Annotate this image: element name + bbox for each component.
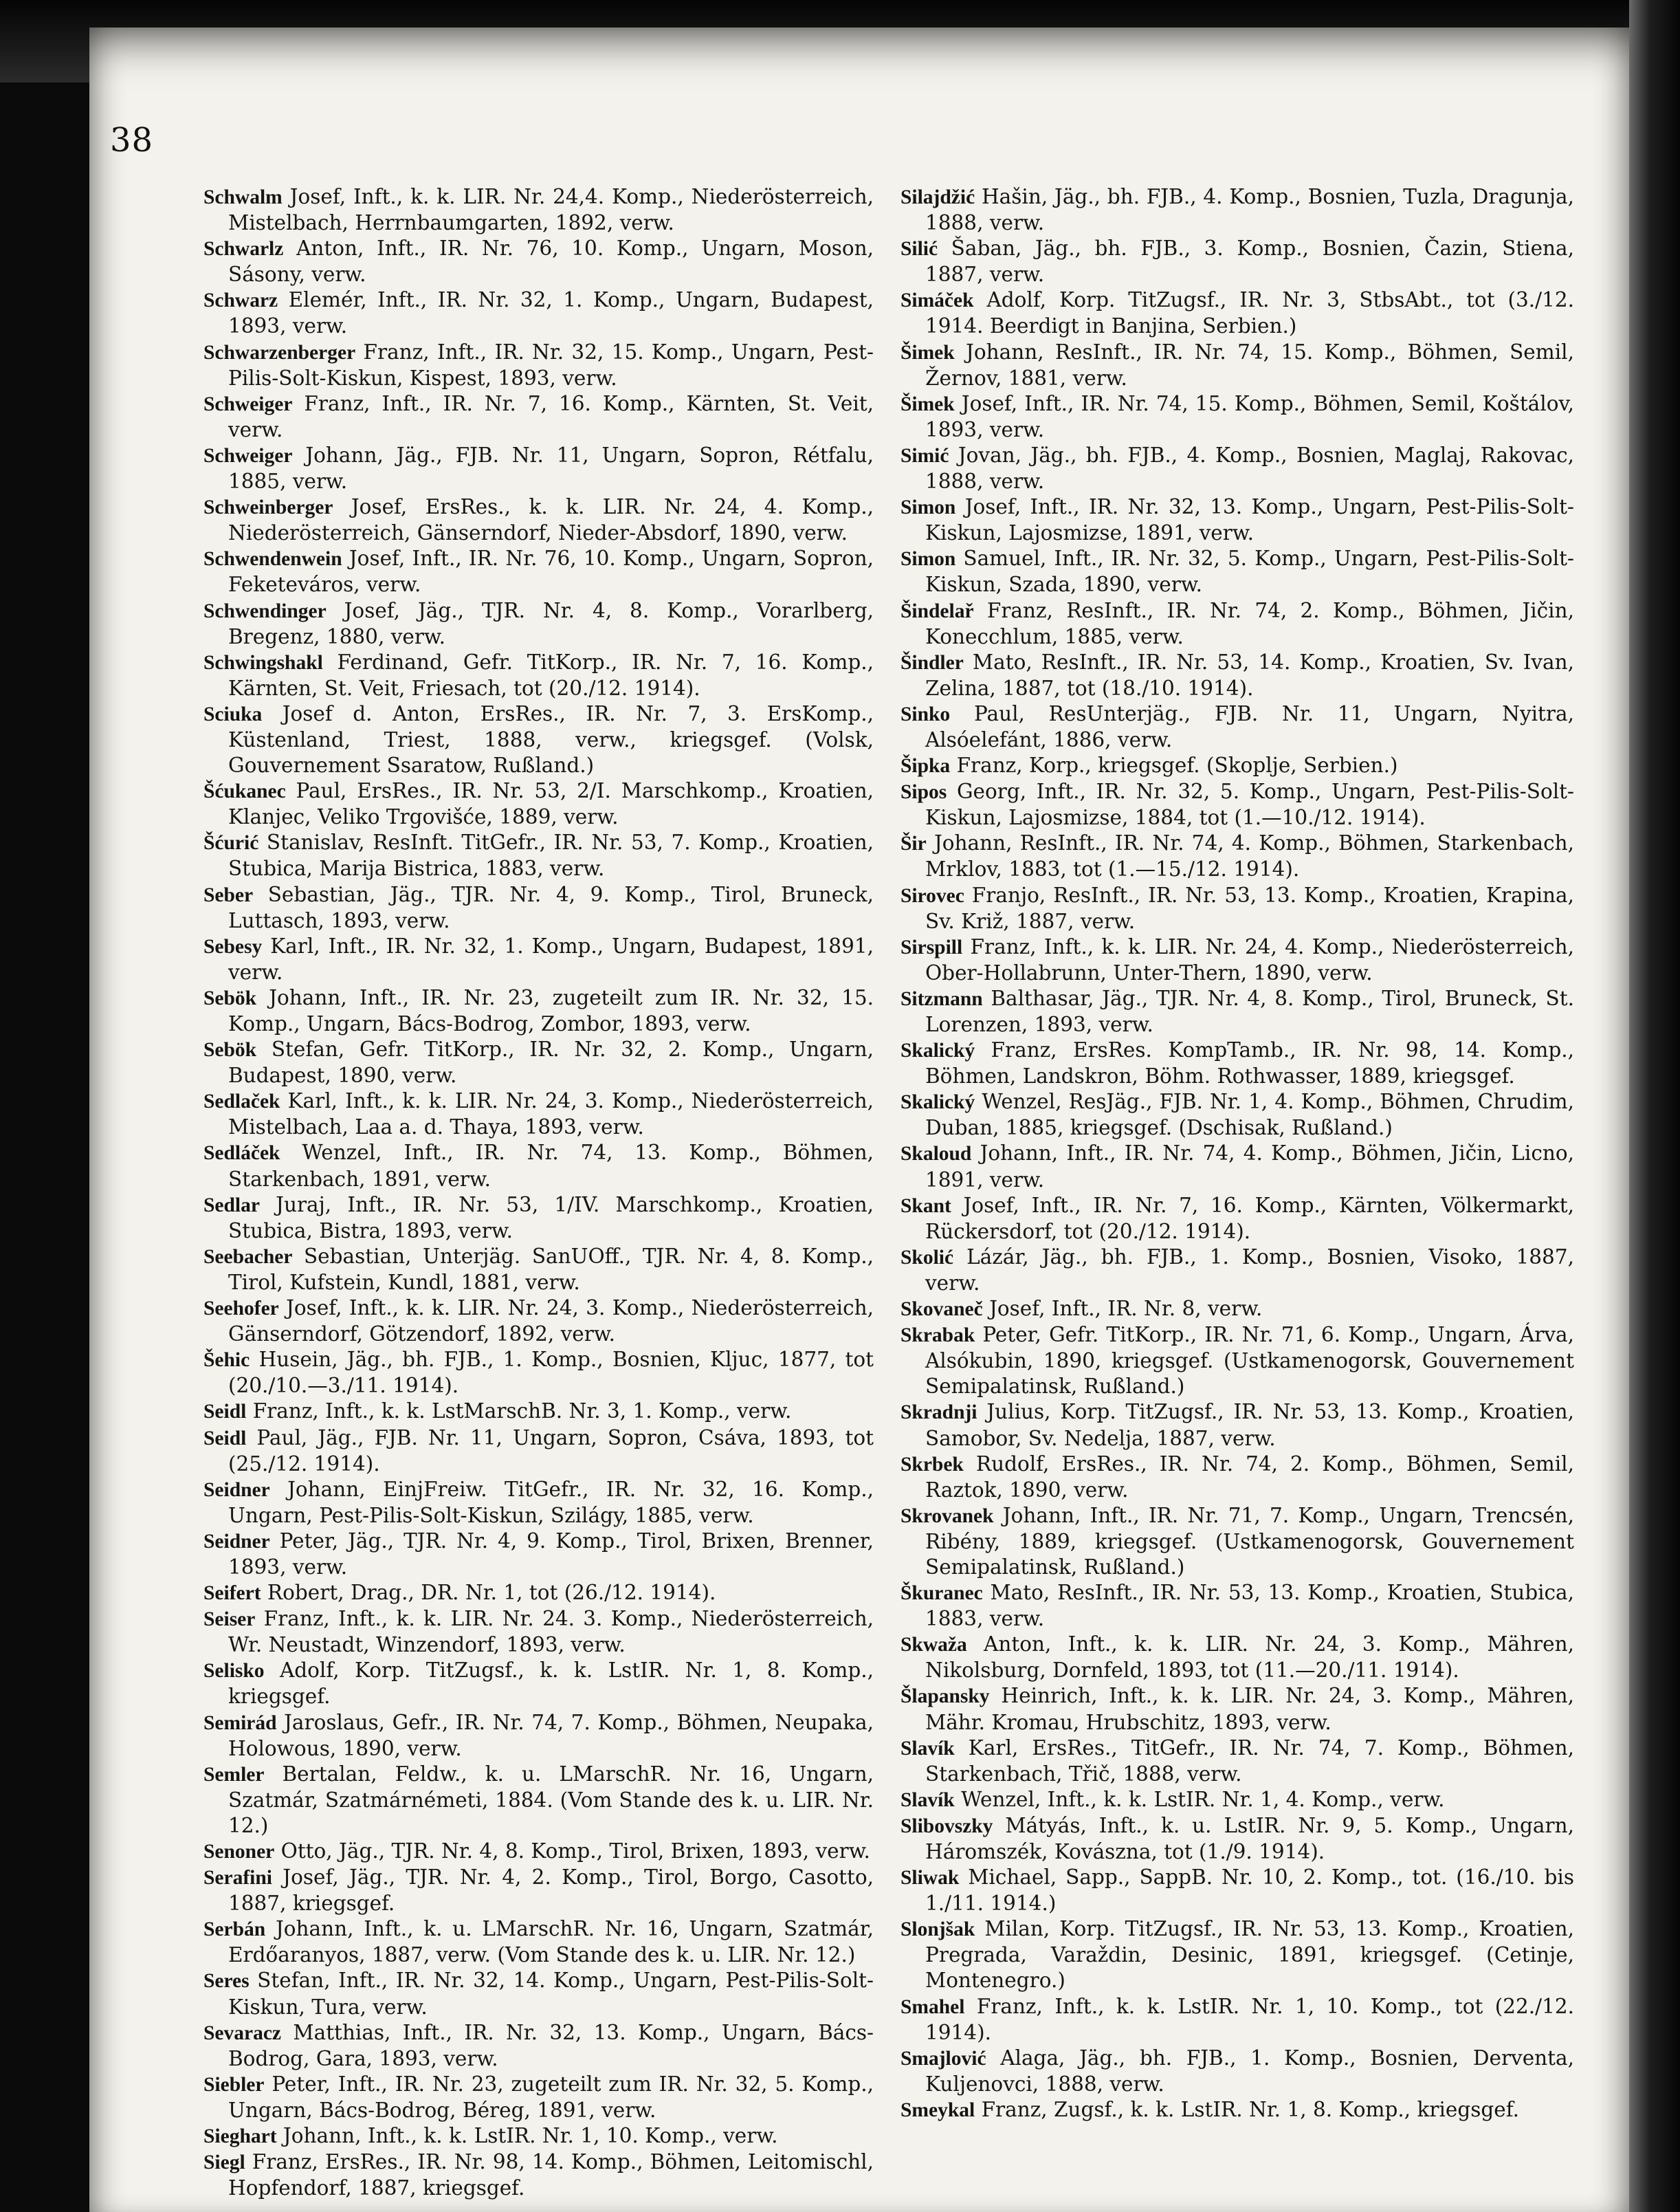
- entry-details: Paul, ResUnterjäg., FJB. Nr. 11, Ungarn, Nyitra, Alsóelefánt, 1886, verw.: [925, 701, 1574, 752]
- entry-surname: Skalický: [900, 1091, 975, 1114]
- list-entry: [203, 340, 874, 391]
- entry-details: Karl, ErsRes., TitGefr., IR. Nr. 74, 7. Komp., Böhmen, Starkenbach, Třič, 1888, verw.: [925, 1735, 1574, 1786]
- list-entry: [900, 1245, 1574, 1296]
- list-entry: [900, 2046, 1574, 2097]
- entry-details: Husein, Jäg., bh. FJB., 1. Komp., Bosnien, Kljuc, 1877, tot (20./10.—3./11. 1914).: [228, 1348, 874, 1398]
- list-entry: [203, 546, 874, 598]
- entry-details: Mátyás, Inft., k. u. LstIR. Nr. 9, 5. Komp., Ungarn, Háromszék, Kovászna, tot (1./9. 1914).: [925, 1813, 1574, 1863]
- list-entry: [900, 443, 1574, 494]
- entry-details: Wenzel, Inft., k. k. LstIR. Nr. 1, 4. Komp., verw.: [961, 1787, 1445, 1811]
- entry-surname: Skolić: [900, 1246, 954, 1269]
- list-entry: [900, 1580, 1574, 1632]
- entry-surname: Selisko: [203, 1660, 265, 1683]
- list-entry: [900, 701, 1574, 753]
- entry-details: Franz, Korp., kriegsgef. (Skoplje, Serbien.): [956, 754, 1398, 778]
- entry-details: Ferdinand, Gefr. TitKorp., IR. Nr. 7, 16. Komp., Kärnten, St. Veit, Friesach, tot (20./12. 1914).: [228, 650, 874, 700]
- list-entry: [900, 1193, 1574, 1245]
- entry-details: Adolf, Korp. TitZugsf., k. k. LstIR. Nr. 1, 8. Komp., kriegsgef.: [228, 1658, 874, 1709]
- list-entry: [203, 701, 874, 778]
- entry-surname: Simon: [900, 548, 956, 571]
- entry-details: Elemér, Inft., IR. Nr. 32, 1. Komp., Ungarn, Budapest, 1893, verw.: [228, 288, 874, 338]
- entry-surname: Schwalm: [203, 186, 283, 208]
- list-entry: [203, 1192, 874, 1244]
- list-entry: [900, 1813, 1574, 1865]
- entry-surname: Skalický: [900, 1040, 975, 1062]
- entry-surname: Schweiger: [203, 444, 293, 467]
- entry-details: Josef, Jäg., TJR. Nr. 4, 8. Komp., Vorarlberg, Bregenz, 1880, verw.: [228, 598, 874, 648]
- entry-details: Wenzel, ResJäg., FJB. Nr. 1, 4. Komp., Böhmen, Chrudim, Duban, 1885, kriegsgef. (Dschisak, Rußland.): [925, 1090, 1574, 1140]
- entry-surname: Skwaža: [900, 1634, 967, 1656]
- entry-details: Josef, Inft., IR. Nr. 74, 15. Komp., Böhmen, Semil, Koštálov, 1893, verw.: [925, 391, 1574, 441]
- list-entry: [203, 1477, 874, 1529]
- entry-surname: Slibovszky: [900, 1815, 993, 1837]
- list-entry: [203, 778, 874, 830]
- entry-details: Franz, ResInft., IR. Nr. 74, 2. Komp., Böhmen, Jičin, Konecchlum, 1885, verw.: [925, 598, 1574, 648]
- entry-surname: Seidner: [203, 1530, 270, 1553]
- list-entry: [900, 1503, 1574, 1580]
- list-entry: [203, 1399, 874, 1425]
- list-entry: [203, 1244, 874, 1295]
- entry-details: Robert, Drag., DR. Nr. 1, tot (26./12. 1914).: [267, 1581, 716, 1605]
- entry-details: Balthasar, Jäg., TJR. Nr. 4, 8. Komp., Tirol, Bruneck, St. Lorenzen, 1893, verw.: [925, 986, 1574, 1036]
- entry-surname: Schwarzenberger: [203, 341, 356, 364]
- entry-surname: Siegl: [203, 2151, 245, 2174]
- entry-surname: Skradnji: [900, 1401, 977, 1424]
- entry-surname: Seidner: [203, 1478, 270, 1501]
- entry-surname: Šćurić: [203, 832, 259, 855]
- entry-surname: Silić: [900, 238, 938, 261]
- entry-surname: Serafini: [203, 1867, 272, 1890]
- list-entry: [203, 1425, 874, 1477]
- list-entry: [203, 985, 874, 1037]
- entry-surname: Sedlaček: [203, 1091, 280, 1113]
- entry-details: Mato, ResInft., IR. Nr. 53, 13. Komp., Kroatien, Stubica, 1883, verw.: [925, 1581, 1574, 1631]
- entry-details: Wenzel, Inft., IR. Nr. 74, 13. Komp., Böhmen, Starkenbach, 1891, verw.: [228, 1141, 874, 1191]
- entry-surname: Silajdžić: [900, 186, 975, 208]
- entry-surname: Seber: [203, 884, 254, 906]
- entry-details: Franz, Inft., IR. Nr. 32, 15. Komp., Ungarn, Pest-Pilis-Solt-Kiskun, Kispest, 1893, verw.: [228, 340, 874, 390]
- entry-details: Johann, Inft., IR. Nr. 71, 7. Komp., Ungarn, Trencsén, Ribény, 1889, kriegsgef. (Ustkamenogorsk, Gouvernement Semipalatinsk, Rußland.): [925, 1503, 1574, 1579]
- entry-details: Stefan, Inft., IR. Nr. 32, 14. Komp., Ungarn, Pest-Pilis-Solt-Kiskun, Tura, verw.: [228, 1969, 874, 2019]
- entry-surname: Schwingshakl: [203, 651, 323, 674]
- list-entry: [203, 2123, 874, 2149]
- entry-details: Johann, Inft., k. k. LstIR. Nr. 1, 10. Komp., verw.: [283, 2124, 778, 2148]
- entry-details: Mato, ResInft., IR. Nr. 53, 14. Komp., Kroatien, Sv. Ivan, Zelina, 1887, tot (18./10. 1914).: [925, 650, 1574, 700]
- entry-surname: Sliwak: [900, 1867, 960, 1890]
- entry-surname: Sedláček: [203, 1142, 280, 1165]
- entry-surname: Schweiger: [203, 393, 293, 415]
- entry-surname: Smajlović: [900, 2047, 986, 2070]
- entry-surname: Schwarz: [203, 289, 278, 312]
- list-entry: [900, 1296, 1574, 1322]
- entry-details: Jaroslaus, Gefr., IR. Nr. 74, 7. Komp., Böhmen, Neupaka, Holowous, 1890, verw.: [228, 1710, 874, 1760]
- entry-details: Anton, Inft., IR. Nr. 76, 10. Komp., Ungarn, Moson, Sásony, verw.: [228, 237, 874, 287]
- entry-surname: Seidl: [203, 1427, 247, 1449]
- entry-details: Franjo, ResInft., IR. Nr. 53, 13. Komp., Kroatien, Krapina, Sv. Križ, 1887, verw.: [925, 883, 1574, 933]
- entry-surname: Schweinberger: [203, 496, 333, 519]
- list-entry: [203, 287, 874, 339]
- entry-surname: Seifert: [203, 1582, 261, 1605]
- entry-details: Peter, Jäg., TJR. Nr. 4, 9. Komp., Tirol, Brixen, Brenner, 1893, verw.: [228, 1529, 874, 1579]
- list-entry: [900, 934, 1574, 986]
- entry-surname: Seidl: [203, 1401, 247, 1423]
- list-entry: [900, 1865, 1574, 1916]
- list-entry: [203, 1580, 874, 1606]
- entry-details: Samuel, Inft., IR. Nr. 32, 5. Komp., Ungarn, Pest-Pilis-Solt-Kiskun, Szada, 1890, verw.: [925, 547, 1574, 597]
- entry-surname: Sieghart: [203, 2125, 277, 2148]
- entry-surname: Sevaracz: [203, 2022, 282, 2044]
- entry-surname: Sebök: [203, 1039, 257, 1062]
- list-entry: [900, 1683, 1574, 1735]
- entry-details: Johann, Inft., IR. Nr. 74, 4. Komp., Böhmen, Jičin, Licno, 1891, verw.: [925, 1141, 1574, 1192]
- list-entry: [900, 753, 1574, 779]
- list-entry: [900, 1735, 1574, 1787]
- entry-details: Josef, Inft., IR. Nr. 76, 10. Komp., Ungarn, Sopron, Feketeváros, verw.: [228, 547, 874, 597]
- entry-surname: Sebök: [203, 987, 257, 1009]
- entry-details: Johann, Inft., k. u. LMarschR. Nr. 16, Ungarn, Szatmár, Erdőaranyos, 1887, verw. (Vom Stande des k. u. LIR. Nr. 12.): [228, 1917, 874, 1967]
- list-entry: [203, 443, 874, 494]
- page-number: 38: [110, 121, 154, 160]
- entry-details: Johann, EinjFreiw. TitGefr., IR. Nr. 32, 16. Komp., Ungarn, Pest-Pilis-Solt-Kiskun, Szilágy, 1885, verw.: [228, 1477, 874, 1527]
- entry-surname: Schwarlz: [203, 238, 284, 261]
- list-entry: [203, 1347, 874, 1399]
- entry-details: Franz, Inft., k. k. LIR. Nr. 24, 4. Komp., Niederösterreich, Ober-Hollabrunn, Unter-Thern, 1890, verw.: [925, 934, 1574, 985]
- entry-details: Adolf, Korp. TitZugsf., IR. Nr. 3, StbsAbt., tot (3./12. 1914. Beerdigt in Banjina, Serbien.): [925, 288, 1574, 338]
- list-entry: [900, 236, 1574, 287]
- entry-surname: Slonjšak: [900, 1918, 975, 1941]
- entry-details: Josef, Jäg., TJR. Nr. 4, 2. Komp., Tirol, Borgo, Casotto, 1887, kriegsgef.: [228, 1865, 874, 1916]
- list-entry: [203, 1529, 874, 1580]
- entry-surname: Seehofer: [203, 1297, 279, 1320]
- entry-surname: Semirád: [203, 1711, 277, 1734]
- list-entry: [203, 1088, 874, 1140]
- entry-details: Otto, Jäg., TJR. Nr. 4, 8. Komp., Tirol, Brixen, 1893, verw.: [280, 1839, 870, 1863]
- list-entry: [203, 2149, 874, 2201]
- entry-surname: Skovaneč: [900, 1298, 983, 1321]
- entry-details: Stefan, Gefr. TitKorp., IR. Nr. 32, 2. Komp., Ungarn, Budapest, 1890, verw.: [228, 1038, 874, 1088]
- entry-details: Julius, Korp. TitZugsf., IR. Nr. 53, 13. Komp., Kroatien, Samobor, Sv. Nedelja, 1887, verw.: [925, 1400, 1574, 1450]
- entry-details: Johann, Jäg., FJB. Nr. 11, Ungarn, Sopron, Rétfalu, 1885, verw.: [228, 443, 874, 494]
- entry-details: Josef, Inft., IR. Nr. 7, 16. Komp., Kärnten, Völkermarkt, Rückersdorf, tot (20./12. 1914).: [925, 1193, 1574, 1243]
- entry-surname: Skrabak: [900, 1324, 975, 1347]
- entry-details: Franz, Inft., k. k. LIR. Nr. 24. 3. Komp., Niederösterreich, Wr. Neustadt, Winzendorf, 1893, verw.: [228, 1607, 874, 1657]
- scan-right-edge: [1629, 0, 1680, 2212]
- list-entry: [203, 1295, 874, 1347]
- entry-surname: Seiser: [203, 1608, 256, 1631]
- entry-surname: Senoner: [203, 1841, 275, 1863]
- list-entry: [900, 546, 1574, 598]
- list-entry: [203, 598, 874, 650]
- entry-details: Rudolf, ErsRes., IR. Nr. 74, 2. Komp., Böhmen, Semil, Raztok, 1890, verw.: [925, 1452, 1574, 1502]
- entry-surname: Semler: [203, 1763, 265, 1786]
- list-entry: [900, 287, 1574, 339]
- entry-details: Anton, Inft., k. k. LIR. Nr. 24, 3. Komp., Mähren, Nikolsburg, Dornfeld, 1893, tot (11.—20./11. 1914).: [925, 1632, 1574, 1683]
- entry-details: Peter, Inft., IR. Nr. 23, zugeteilt zum IR. Nr. 32, 5. Komp., Ungarn, Bács-Bodrog, Béreg, 1891, verw.: [228, 2072, 874, 2122]
- entry-details: Karl, Inft., IR. Nr. 32, 1. Komp., Ungarn, Budapest, 1891, verw.: [228, 934, 874, 984]
- list-entry: [203, 830, 874, 881]
- entry-details: Franz, Zugsf., k. k. LstIR. Nr. 1, 8. Komp., kriegsgef.: [981, 2097, 1519, 2121]
- right-column: [900, 184, 1574, 2123]
- entry-details: Franz, ErsRes. KompTamb., IR. Nr. 98, 14. Komp., Böhmen, Landskron, Böhm. Rothwasser, 1889, kriegsgef.: [925, 1038, 1574, 1088]
- list-entry: [900, 391, 1574, 443]
- entry-surname: Slavík: [900, 1788, 955, 1811]
- list-entry: [900, 1399, 1574, 1451]
- list-entry: [203, 1037, 874, 1088]
- list-entry: [203, 1710, 874, 1762]
- entry-surname: Šimek: [900, 341, 955, 364]
- entry-details: Georg, Inft., IR. Nr. 32, 5. Komp., Ungarn, Pest-Pilis-Solt-Kiskun, Lajosmizse, 1884, tot (1.—10./12. 1914).: [925, 780, 1574, 830]
- list-entry: [900, 1994, 1574, 2046]
- entry-details: Juraj, Inft., IR. Nr. 53, 1/IV. Marschkomp., Kroatien, Stubica, Bistra, 1893, verw.: [228, 1192, 874, 1242]
- list-entry: [900, 184, 1574, 236]
- list-entry: [203, 1968, 874, 2019]
- entry-surname: Skant: [900, 1194, 951, 1217]
- list-entry: [900, 986, 1574, 1038]
- list-entry: [900, 1038, 1574, 1089]
- entry-details: Karl, Inft., k. k. LIR. Nr. 24, 3. Komp., Niederösterreich, Mistelbach, Laa a. d. Thaya, 1893, verw.: [228, 1089, 874, 1139]
- entry-surname: Šindler: [900, 651, 964, 674]
- entry-details: Franz, Inft., k. k. LstIR. Nr. 1, 10. Komp., tot (22./12. 1914).: [925, 1994, 1574, 2044]
- list-entry: [203, 184, 874, 236]
- entry-details: Franz, Inft., IR. Nr. 7, 16. Komp., Kärnten, St. Veit, verw.: [228, 391, 874, 441]
- entry-surname: Sitzmann: [900, 987, 983, 1010]
- entry-surname: Serbán: [203, 1918, 266, 1941]
- entry-details: Stanislav, ResInft. TitGefr., IR. Nr. 53, 7. Komp., Kroatien, Stubica, Marija Bistrica, 1883, verw.: [228, 831, 874, 881]
- list-entry: [203, 2020, 874, 2072]
- list-entry: [900, 598, 1574, 650]
- entry-surname: Škuranec: [900, 1582, 983, 1605]
- list-entry: [203, 1658, 874, 1709]
- entry-details: Josef d. Anton, ErsRes., IR. Nr. 7, 3. ErsKomp., Küstenland, Triest, 1888, verw., kriegsgef. (Volsk, Gouvernement Ssaratow, Rußland.): [228, 701, 874, 778]
- left-column: [203, 184, 874, 2201]
- entry-surname: Skrbek: [900, 1453, 964, 1476]
- entry-details: Paul, Jäg., FJB. Nr. 11, Ungarn, Sopron, Csáva, 1893, tot (25./12. 1914).: [228, 1425, 874, 1476]
- entry-details: Johann, Inft., IR. Nr. 23, zugeteilt zum IR. Nr. 32, 15. Komp., Ungarn, Bács-Bodrog, Zombor, 1893, verw.: [228, 985, 874, 1036]
- list-entry: [900, 1632, 1574, 1683]
- entry-details: Hašin, Jäg., bh. FJB., 4. Komp., Bosnien, Tuzla, Dragunja, 1888, verw.: [925, 185, 1574, 235]
- list-entry: [900, 1089, 1574, 1141]
- entry-details: Sebastian, Jäg., TJR. Nr. 4, 9. Komp., Tirol, Bruneck, Luttasch, 1893, verw.: [228, 882, 874, 932]
- list-entry: [203, 1140, 874, 1192]
- entry-details: Alaga, Jäg., bh. FJB., 1. Komp., Bosnien, Derventa, Kuljenovci, 1888, verw.: [925, 2046, 1574, 2096]
- entry-details: Michael, Sapp., SappB. Nr. 10, 2. Komp., tot. (16./10. bis 1./11. 1914.): [925, 1865, 1574, 1916]
- list-entry: [203, 1762, 874, 1839]
- list-entry: [203, 1865, 874, 1916]
- list-entry: [900, 2097, 1574, 2123]
- entry-details: Johann, ResInft., IR. Nr. 74, 15. Komp., Böhmen, Semil, Žernov, 1881, verw.: [925, 340, 1574, 390]
- entry-surname: Slavík: [900, 1737, 955, 1760]
- entry-details: Josef, Inft., IR. Nr. 32, 13. Komp., Ungarn, Pest-Pilis-Solt-Kiskun, Lajosmizse, 1891, verw.: [925, 495, 1574, 545]
- list-entry: [900, 779, 1574, 831]
- entry-details: Paul, ErsRes., IR. Nr. 53, 2/I. Marschkomp., Kroatien, Klanjec, Veliko Trgovišće, 1889, verw.: [228, 779, 874, 829]
- list-entry: [203, 1839, 874, 1865]
- entry-surname: Seres: [203, 1970, 250, 1993]
- list-entry: [203, 934, 874, 985]
- list-entry: [203, 236, 874, 287]
- entry-details: Heinrich, Inft., k. k. LIR. Nr. 24, 3. Komp., Mähren, Mähr. Kromau, Hrubschitz, 1893, verw.: [925, 1684, 1574, 1734]
- entry-surname: Simić: [900, 444, 949, 467]
- entry-surname: Siebler: [203, 2073, 265, 2096]
- entry-details: Šaban, Jäg., bh. FJB., 3. Komp., Bosnien, Čazin, Stiena, 1887, verw.: [925, 237, 1574, 287]
- entry-details: Matthias, Inft., IR. Nr. 32, 13. Komp., Ungarn, Bács-Bodrog, Gara, 1893, verw.: [228, 2020, 874, 2070]
- entry-surname: Sipos: [900, 781, 947, 804]
- list-entry: [203, 1916, 874, 1968]
- list-entry: [900, 883, 1574, 934]
- list-entry: [900, 831, 1574, 882]
- entry-details: Josef, Inft., k. k. LIR. Nr. 24,4. Komp., Niederösterreich, Mistelbach, Herrnbaumgarten, 1892, verw.: [228, 185, 874, 235]
- entry-surname: Sciuka: [203, 703, 263, 725]
- list-entry: [900, 1916, 1574, 1993]
- list-entry: [900, 340, 1574, 391]
- entry-surname: Šimek: [900, 393, 955, 415]
- list-entry: [900, 650, 1574, 701]
- entry-details: Franz, ErsRes., IR. Nr. 98, 14. Komp., Böhmen, Leitomischl, Hopfendorf, 1887, kriegsgef.: [228, 2150, 874, 2200]
- entry-surname: Šindelař: [900, 600, 974, 622]
- entry-surname: Šipka: [900, 755, 951, 778]
- entry-details: Milan, Korp. TitZugsf., IR. Nr. 53, 13. Komp., Kroatien, Pregrada, Varaždin, Desinic, 1891, kriegsgef. (Cetinje, Montenegro.): [925, 1917, 1574, 1993]
- list-entry: [203, 1606, 874, 1658]
- entry-surname: Skrovanek: [900, 1504, 994, 1527]
- list-entry: [900, 1452, 1574, 1503]
- entry-details: Josef, Inft., IR. Nr. 8, verw.: [989, 1297, 1263, 1321]
- entry-surname: Schwendinger: [203, 600, 327, 622]
- entry-details: Bertalan, Feldw., k. u. LMarschR. Nr. 16, Ungarn, Szatmár, Szatmárnémeti, 1884. (Vom Stande des k. u. LIR. Nr. 12.): [228, 1762, 874, 1837]
- entry-details: Johann, ResInft., IR. Nr. 74, 4. Komp., Böhmen, Starkenbach, Mrklov, 1883, tot (1.—15./12. 1914).: [925, 831, 1574, 881]
- entry-surname: Seebacher: [203, 1245, 293, 1268]
- entry-details: Josef, ErsRes., k. k. LIR. Nr. 24, 4. Komp., Niederösterreich, Gänserndorf, Nieder-Absdorf, 1890, verw.: [228, 495, 874, 545]
- list-entry: [900, 494, 1574, 546]
- entry-details: Sebastian, Unterjäg. SanUOff., TJR. Nr. 4, 8. Komp., Tirol, Kufstein, Kundl, 1881, verw.: [228, 1244, 874, 1294]
- entry-details: Lázár, Jäg., bh. FJB., 1. Komp., Bosnien, Visoko, 1887, verw.: [925, 1245, 1574, 1295]
- entry-surname: Šlapansky: [900, 1685, 990, 1708]
- entry-surname: Sirovec: [900, 884, 964, 907]
- list-entry: [900, 1322, 1574, 1399]
- entry-surname: Sirspill: [900, 936, 963, 959]
- entry-surname: Smeykal: [900, 2099, 975, 2121]
- list-entry: [203, 650, 874, 701]
- entry-surname: Schwendenwein: [203, 548, 342, 571]
- entry-details: Jovan, Jäg., bh. FJB., 4. Komp., Bosnien, Maglaj, Rakovac, 1888, verw.: [925, 443, 1574, 494]
- list-entry: [203, 391, 874, 443]
- entry-details: Peter, Gefr. TitKorp., IR. Nr. 71, 6. Komp., Ungarn, Árva, Alsókubin, 1890, kriegsgef. (Ustkamenogorsk, Gouvernement Semipalatinsk, Rußland.): [925, 1323, 1574, 1399]
- entry-surname: Šehic: [203, 1349, 250, 1372]
- entry-details: Franz, Inft., k. k. LstMarschB. Nr. 3, 1. Komp., verw.: [252, 1399, 792, 1423]
- entry-surname: Smahel: [900, 1995, 965, 2018]
- entry-surname: Simon: [900, 496, 956, 519]
- entry-surname: Sebesy: [203, 935, 263, 958]
- entry-surname: Sinko: [900, 703, 951, 725]
- entry-surname: Šir: [900, 833, 927, 855]
- list-entry: [203, 494, 874, 546]
- list-entry: [900, 1787, 1574, 1813]
- list-entry: [900, 1141, 1574, 1192]
- entry-surname: Simáček: [900, 289, 974, 312]
- list-entry: [203, 2072, 874, 2123]
- entry-surname: Sedlar: [203, 1194, 260, 1216]
- entry-surname: Skaloud: [900, 1143, 972, 1165]
- list-entry: [203, 882, 874, 934]
- entry-surname: Šćukanec: [203, 780, 286, 803]
- entry-details: Josef, Inft., k. k. LIR. Nr. 24, 3. Komp., Niederösterreich, Gänserndorf, Götzendorf, 1892, verw.: [228, 1296, 874, 1346]
